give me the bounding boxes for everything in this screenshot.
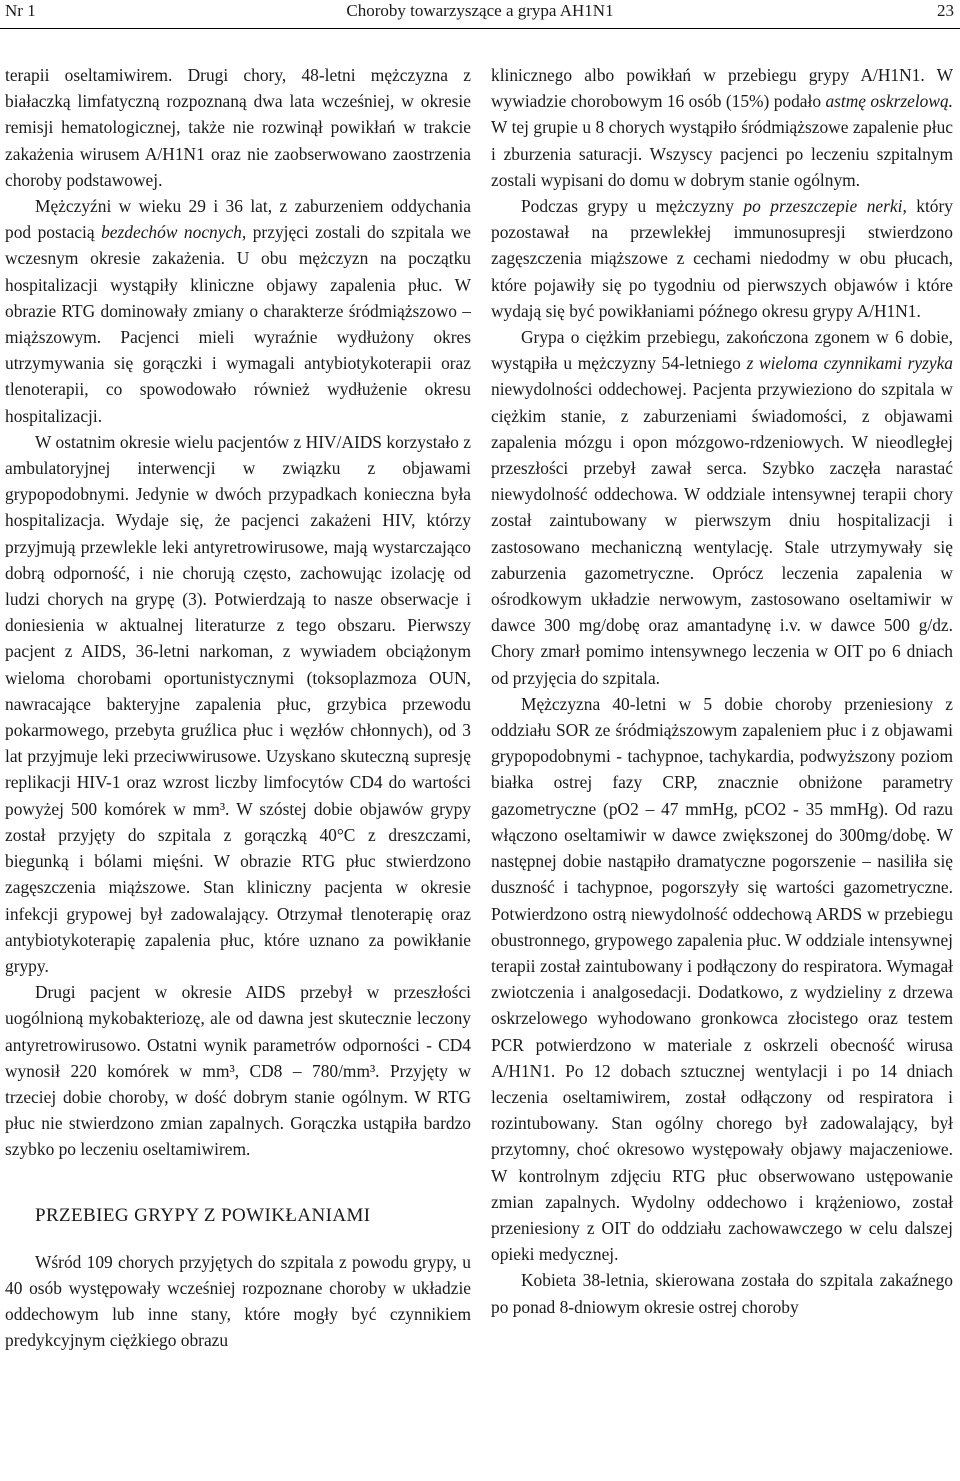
section-heading: PRZEBIEG GRYPY Z POWIKŁANIAMI [35,1204,371,1226]
paragraph-second-aids-patient: Drugi pacjent w okresie AIDS przebył w przeszłości uogólnioną mykobakteriozę, ale od dawna jest skutecznie leczony antyretrowirusowo. Ostatni wynik parametrów odporności - CD4 wynosił 220 komórek w mm³, CD8 – 780/mm³. Przyjęty w trzeciej dobie choroby, w dość dobrym stanie ogólnym. W RTG płuc nie stwierdzono zmian zapalnych. Gorączka ustąpiła bardzo szybko po leczeniu oseltamiwirem. [5,982,471,1160]
header-divider [0,28,960,29]
paragraph-ards-case: Mężczyzna 40-letni w 5 dobie choroby przeniesiony z oddziału SOR ze śródmiąższowym zapaleniem płuc i z objawami grypopodobnymi - tachypnoe, tachykardia, podwyższony poziom białka ostrej fazy CRP, znacznie obniżone parametry gazometryczne (pO2 – 47 mmHg, pCO2 - 35 mmHg). Od razu włączono oseltamiwir w dawce zwiększonej do 300mg/dobę. W następnej dobie nastąpiło dramatyczne pogorszenie – nasiliła się duszność i tachypnoe, pogorszyły się wartości gazometryczne. Potwierdzono ostrą niewydolność oddechową ARDS w przebiegu obustronnego, grypowego zapalenia płuc. W oddziale intensywnej terapii został zaintubowany i podłączony do respiratora. Wymagał zwiotczenia i analgosedacji. Dodatkowo, z wydzieliny z drzewa oskrzelowego wyhodowano gronkowca złocistego oraz testem PCR potwierdzono w materiale z oskrzeli obecność wirusa A/H1N1. Po 12 dobach sztucznej wentylacji i po 14 dniach leczenia oseltamiwirem, został odłączony od respiratora i rozintubowany. Stan ogólny chorego był zadowalający, był przytomny, choć okresowo występowały objawy majaczeniowe. W kontrolnym zdjęciu RTG płuc obserwowano ustępowanie zmian zapalnych. Wydolny oddechowo i krążeniowo, został przeniesiony z OIT do oddziału zachowawczego w celu dalszej opieki medycznej. [491,693,954,1265]
paragraph-hiv-aids: W ostatnim okresie wielu pacjentów z HIV/AIDS korzystało z ambulatoryjnej interwencji w związku z objawami grypopodobnymi. Jedynie w dwóch przypadkach konieczna była hospitalizacja. Wydaje się, że pacjenci zakażeni HIV, którzy przyjmują przewlekle leki antyretrowirusowe, mają wystarczająco dobrą odporność, i nie chorują często, zachowując izolację od ludzi chorych na grypę (3). Potwierdzają to nasze obserwacje i doniesienia w aktualnej literaturze z tego obszaru. Pierwszy pacjent z AIDS, 36-letni narkoman, z wywiadem obciążonym wieloma chorobami oportunistycznymi (toksoplazmoza OUN, nawracające bakteryjne zapalenia płuc, grzybica przewodu pokarmowego, przebyta gruźlica płuc i węzłów chłonnych), od 3 lat przyjmuje leki przeciwwirusowe. Uzyskano skuteczną supresję replikacji HIV-1 oraz wzrost liczby limfocytów CD4 do wartości powyżej 500 komórek w mm³. W szóstej dobie objawów grypy został przyjęty do szpitala z gorączką 40°C z dreszczami, biegunką i bólami mięśni. W obrazie RTG płuc stwierdzono zagęszczenia miąższowe. Stan kliniczny pacjenta w okresie infekcji grypowej był zadowalający. Otrzymał tlenoterapię oraz antybiotykoterapię zapalenia płuc, które uznano za powikłanie grypy. [5,431,471,976]
italic-term: bezdechów nocnych, [101,222,247,243]
paragraph-complications-intro: Wśród 109 chorych przyjętych do szpitala z powodu grypy, u 40 osób występowały wcześniej rozpoznane choroby w układzie oddechowym lub inne stany, które mogły być czynnikiem predykcyjnym ciężkiego obrazu [5,1251,471,1351]
paragraph-sleep-apnea: Mężczyźni w wieku 29 i 36 lat, z zaburzeniem oddychania pod postacią bezdechów nocnych, przyjęci zostali do szpitala we wczesnym okresie zakażenia. U obu mężczyzn na początku hospitalizacji wystąpiły kliniczne objawy zapalenia płuc. W obrazie RTG dominowały zmiany o charakterze śródmiąższowo – miąższowym. Pacjenci mieli wyraźnie wydłużony okres utrzymywania się gorączki i wymagali antybiotykoterapii oraz tlenoterapii, co spowodowało również wydłużenie okresu hospitalizacji. [5,196,471,426]
paragraph-continued-oseltamivir: terapii oseltamiwirem. Drugi chory, 48-letni mężczyzna z białaczką limfatyczną rozpoznaną dwa lata wcześniej, w okresie remisji hematologicznej, także nie rozwinął powikłań w trakcie zakażenia wirusem A/H1N1 oraz nie zaobserwowano zaostrzenia choroby podstawowej. [5,65,471,190]
italic-term: po przeszczepie nerki, [743,196,907,217]
paragraph-kidney-transplant: Podczas grypy u mężczyzny po przeszczepie nerki, który pozostawał na przewlekłej immunosupresji stwierdzono zagęszczenia miąższowe z cechami niedodmy w obu płucach, które pojawiły się po tygodniu od pierwszych objawów i które wydają się być powikłaniami późnego okresu grypy A/H1N1. [491,196,953,321]
issue-number: Nr 1 [5,1,36,20]
page-number: 23 [937,1,954,20]
paragraph-female-case: Kobieta 38-letnia, skierowana została do szpitala zakaźnego po ponad 8-dniowym okresie ostrej choroby [491,1270,953,1317]
paragraph-fatal-case: Grypa o ciężkim przebiegu, zakończona zgonem w 6 dobie, wystąpiła u mężczyzny 54-letniego z wieloma czynnikami ryzyka niewydolności oddechowej. Pacjenta przywieziono do szpitala w ciężkim stanie, z zaburzeniami świadomości, z objawami zapalenia mózgu i opon mózgowo-rdzeniowych. W nieodległej przeszłości przebył zawał serca. Szybko zaczęła narastać niewydolność oddechowa. W oddziale intensywnej terapii chory został zaintubowany w pierwszym dniu hospitalizacji i zastosowano mechaniczną wentylację. Stale utrzymywały się zaburzenia gazometryczne. Oprócz leczenia zapalenia w ośrodkowym układzie nerwowym, zastosowano oseltamiwir w dawce 300 mg/dobę oraz amantadynę i.v. w dawce 500 g/dz. Chory zmarł pomimo intensywnego leczenia w OIT po 6 dniach od przyjęcia do szpitala. [491,327,953,688]
right-column [491,62,953,1320]
paragraph-asthma: klinicznego albo powikłań w przebiegu grypy A/H1N1. W wywiadzie chorobowym 16 osób (15%) podało astmę oskrzelową. W tej grupie u 8 chorych wystąpiło śródmiąższowe zapalenie płuc i zburzenia saturacji. Wszyscy pacjenci po leczeniu szpitalnym zostali wypisani do domu w dobrym stanie ogólnym. [491,65,953,190]
left-column [5,62,471,1354]
page-header [0,0,960,26]
running-title: Choroby towarzyszące a grypa AH1N1 [346,1,614,20]
italic-term: astmę oskrzelową. [825,91,953,112]
italic-term: z wieloma czynnikami ryzyka [746,353,953,374]
